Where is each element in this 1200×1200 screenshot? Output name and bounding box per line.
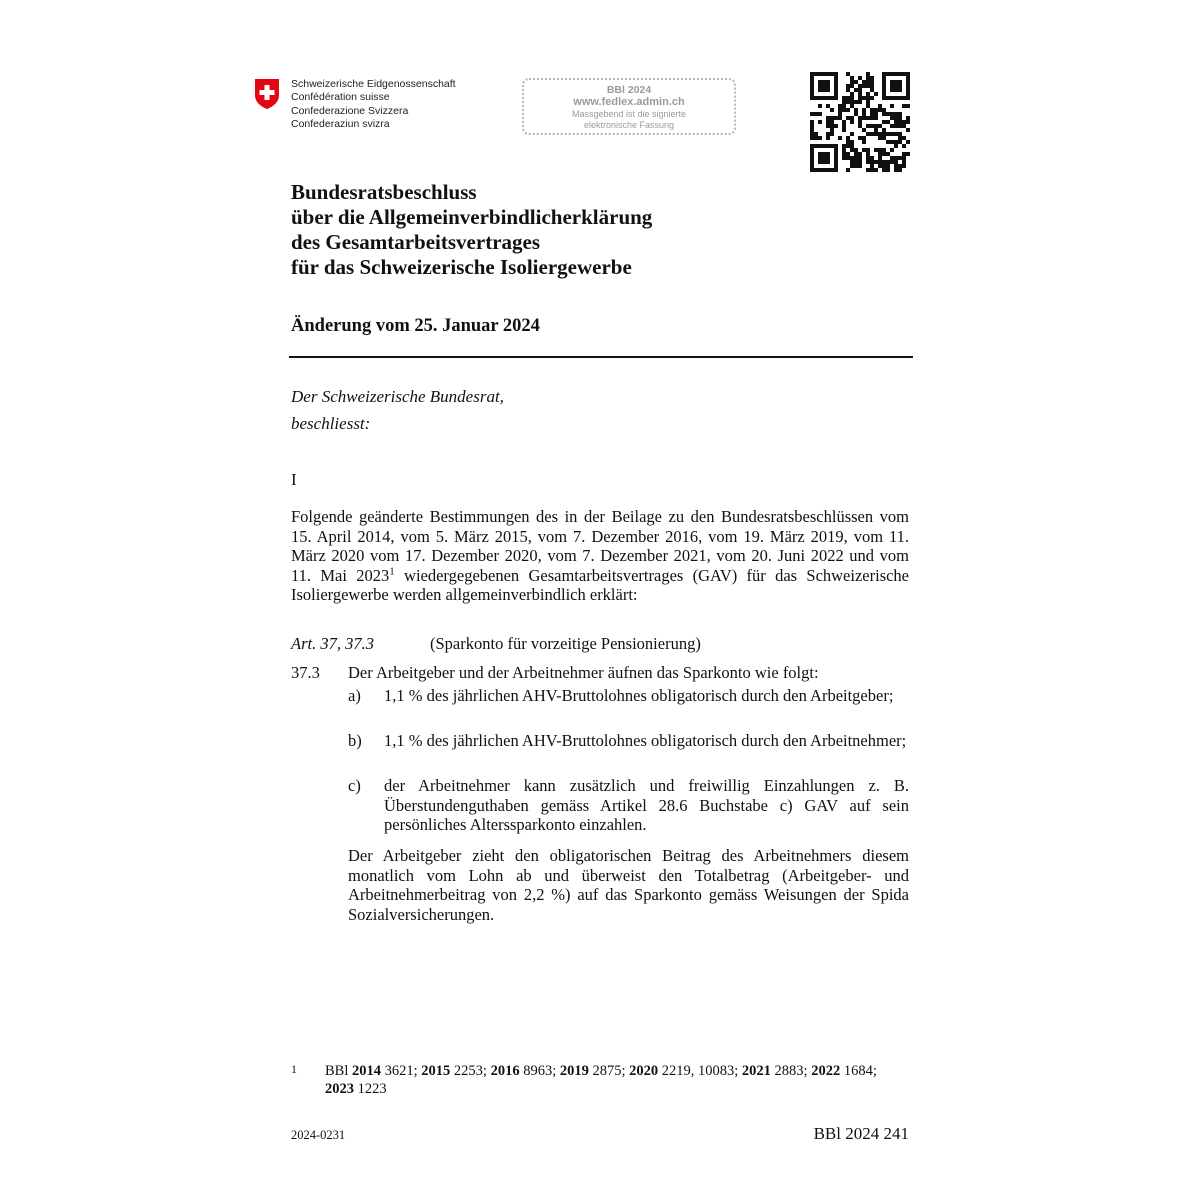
- list-item-label: c): [348, 776, 361, 795]
- confederation-line-de: Schweizerische Eidgenossenschaft: [291, 78, 456, 90]
- list-item-label: b): [348, 731, 362, 750]
- stamp-line-3: Massgebend ist die signierte: [571, 109, 687, 119]
- footnote-pages: 2253;: [450, 1063, 491, 1079]
- section-number: 37.3: [291, 663, 320, 682]
- document-title: [291, 180, 652, 280]
- title-line-3: des Gesamtarbeitsvertrages: [291, 230, 541, 254]
- title-line-4: für das Schweizerische Isoliergewerbe: [291, 255, 632, 279]
- footnote-pages: 1684;: [840, 1063, 877, 1079]
- section-text: Der Arbeitgeber und der Arbeitnehmer äufnen das Sparkonto wie folgt:: [348, 663, 819, 682]
- confederation-line-fr: Confédération suisse: [291, 91, 390, 104]
- intro-text-after: wiedergegebenen Gesamtarbeitsvertrages (GAV) für das Schweizerische Isoliergewerbe werden allgemeinverbindlich erklärt:: [291, 565, 910, 604]
- list-item: [348, 776, 909, 835]
- confederation-names: [291, 78, 456, 132]
- footnote-year: 2014: [352, 1063, 381, 1079]
- intro-paragraph: [291, 507, 909, 605]
- title-line-2: über die Allgemeinverbindlicherklärung: [291, 205, 653, 229]
- section-roman-numeral: I: [291, 470, 297, 489]
- stamp-line-2: www.fedlex.admin.ch: [573, 96, 685, 108]
- footnote-prefix: BBl: [325, 1063, 352, 1079]
- footnote-pages: 8963;: [519, 1063, 560, 1079]
- title-divider: [289, 356, 913, 358]
- footnote-pages: 2219, 10083;: [658, 1063, 742, 1079]
- document-number: 2024-0231: [291, 1128, 346, 1142]
- footnote-year: 2021: [741, 1063, 771, 1079]
- article-title: (Sparkonto für vorzeitige Pensionierung): [430, 634, 701, 653]
- footnote-pages: 3621;: [381, 1063, 422, 1079]
- amendment-date: Änderung vom 25. Januar 2024: [291, 316, 540, 336]
- footnote-year: 2020: [629, 1063, 659, 1079]
- footnote-number: 1: [291, 1062, 297, 1076]
- footnote-pages: 2875;: [588, 1063, 630, 1079]
- footnote-reference[interactable]: 1: [389, 565, 395, 577]
- swiss-cross-icon: [254, 78, 280, 110]
- list-item: [348, 731, 909, 751]
- confederation-line-rm: Confederaziun svizra: [291, 118, 390, 131]
- stamp-line-4: elektronische Fassung: [583, 120, 675, 130]
- footnote-pages: 2883;: [770, 1063, 812, 1079]
- preamble-council: Der Schweizerische Bundesrat,: [291, 387, 504, 406]
- confederation-line-it: Confederazione Svizzera: [291, 104, 409, 117]
- footnote-year: 2019: [559, 1063, 589, 1079]
- footnote-text: [325, 1062, 885, 1098]
- preamble-decides: beschliesst:: [291, 414, 371, 433]
- list-item-text: der Arbeitnehmer kann zusätzlich und freiwillig Einzahlungen z. B. Überstundenguthaben gemäss Artikel 28.6 Buchstabe c) GAV auf sein persönliches Alterssparkonto einzahlen.: [384, 776, 909, 834]
- footnote-year: 2022: [811, 1063, 841, 1079]
- page-reference: BBl 2024 241: [813, 1124, 909, 1143]
- closing-paragraph: Der Arbeitgeber zieht den obligatorischen Beitrag des Arbeitnehmers diesem monatlich vom Lohn ab und überweist den Totalbetrag (Arbeitgeber- und Arbeitnehmerbeitrag von 2,2 %) auf das Sparkonto gemäss Weisungen der Spida Sozialversicherungen.: [348, 846, 909, 924]
- footnote-year: 2016: [490, 1063, 520, 1079]
- publication-stamp: [522, 78, 736, 135]
- list-item-label: a): [348, 686, 361, 705]
- footnote-pages: 1223: [354, 1081, 387, 1097]
- list-item-text: 1,1 % des jährlichen AHV-Bruttolohnes obligatorisch durch den Arbeitgeber;: [384, 686, 894, 705]
- footnote-year: 2023: [325, 1081, 354, 1097]
- footnote-year: 2015: [421, 1063, 451, 1079]
- article-reference: Art. 37, 37.3: [291, 634, 374, 653]
- title-line-1: Bundesratsbeschluss: [291, 180, 477, 204]
- list-item: [348, 686, 909, 706]
- stamp-line-1: BBl 2024: [606, 84, 652, 96]
- intro-text-before: Folgende geänderte Bestimmungen des in der Beilage zu den Bundesratsbeschlüssen vom 15. April 2014, vom 5. März 2015, vom 7. Dezember 2016, vom 19. März 2019, vom 11. März 2020 vom 17. Dezember 2020, vom 7. Dezember 2021, vom 20. Juni 2022 und vom 11. Mai 2023: [291, 507, 909, 585]
- qr-code-icon: [810, 72, 910, 172]
- footnote-entries: [325, 1063, 877, 1097]
- list-item-text: 1,1 % des jährlichen AHV-Bruttolohnes obligatorisch durch den Arbeitnehmer;: [384, 731, 907, 750]
